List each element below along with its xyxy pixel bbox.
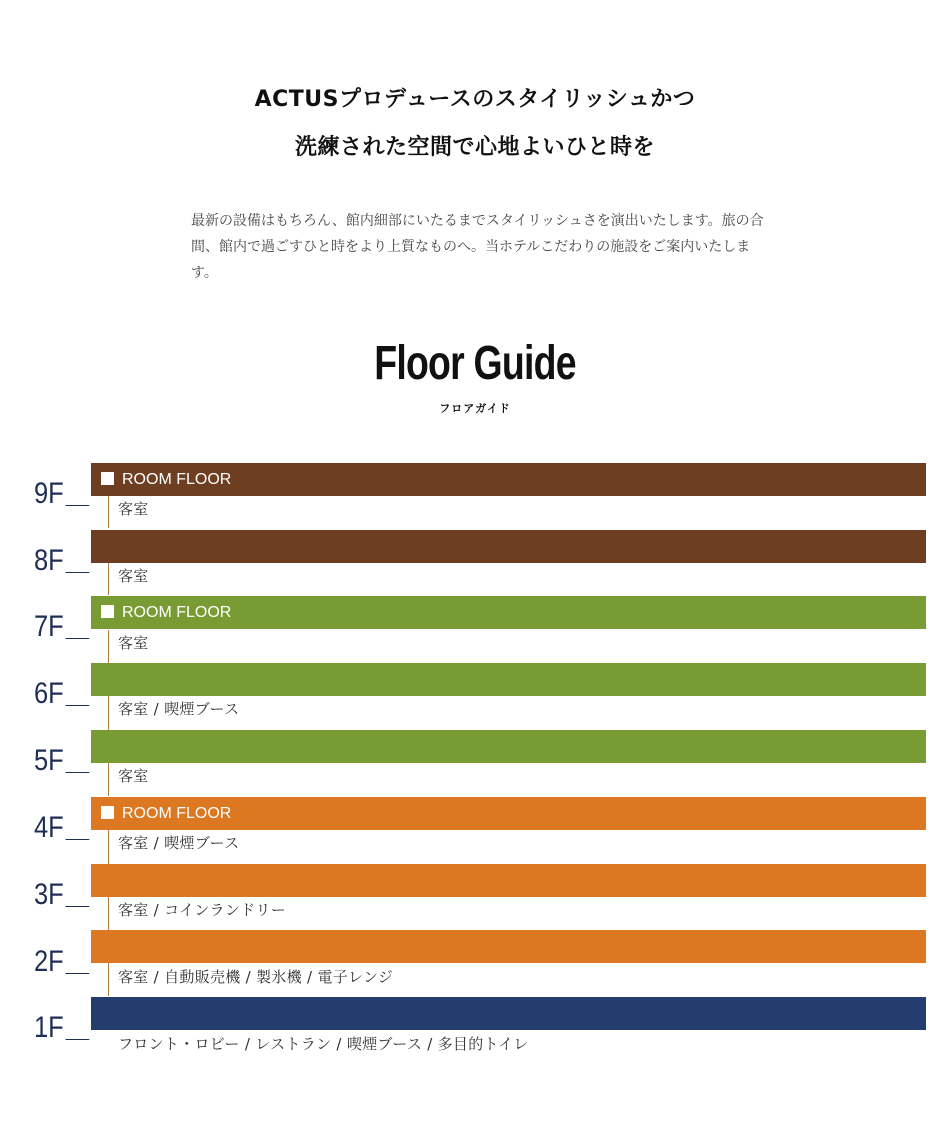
floor-bar-1f <box>91 997 926 1030</box>
room-floor-tag-4f: ROOM FLOOR <box>101 797 231 830</box>
intro-paragraph: 最新の設備はもちろん、館内細部にいたるまでスタイリッシュさを演出いたします。旅の合間、館内で過ごすひと時をより上質なものへ。当ホテルこだわりの施設をご案内いたします。 <box>191 213 764 281</box>
floor-desc-7f: 客室 <box>118 634 149 652</box>
floor-label-7f: 7F <box>34 607 82 647</box>
floor-guide-subtitle: フロアガイド <box>439 402 511 415</box>
floor-desc-2f: 客室 / 自動販売機 / 製氷機 / 電子レンジ <box>118 968 394 986</box>
floor-desc-1f: フロント・ロビー / レストラン / 喫煙ブース / 多目的トイレ <box>118 1035 529 1053</box>
square-icon <box>101 472 114 485</box>
floor-bar-3f <box>91 864 926 897</box>
floor-desc-8f: 客室 <box>118 567 149 585</box>
connector-line-green <box>108 630 109 796</box>
connector-line-room-brown-2 <box>108 563 109 595</box>
floor-guide-title: Floor Guide <box>374 337 576 390</box>
connector-line-orange <box>108 830 109 996</box>
floor-desc-5f: 客室 <box>118 767 149 785</box>
floor-desc-3f: 客室 / コインランドリー <box>118 901 287 919</box>
headline-line-2: 洗練された空間で心地よいひと時を <box>294 135 655 160</box>
floor-label-5f: 5F <box>34 741 82 781</box>
floor-bar-8f <box>91 530 926 563</box>
square-icon <box>101 605 114 618</box>
floor-desc-6f: 客室 / 喫煙ブース <box>118 700 240 718</box>
floor-label-4f: 4F <box>34 808 82 848</box>
connector-line-room-brown <box>108 496 109 528</box>
floor-bar-4f <box>91 797 926 830</box>
floor-label-2f: 2F <box>34 942 82 982</box>
floor-label-9f: 9F <box>34 474 82 514</box>
floor-label-8f: 8F <box>34 541 82 581</box>
floor-label-6f: 6F <box>34 674 82 714</box>
square-icon <box>101 806 114 819</box>
room-floor-tag-9f: ROOM FLOOR <box>101 463 231 496</box>
headline-line-1: ACTUSプロデュースのスタイリッシュかつ <box>254 87 696 112</box>
floor-label-1f: 1F <box>34 1008 82 1048</box>
floor-bar-9f <box>91 463 926 496</box>
floor-bar-7f <box>91 596 926 629</box>
floor-desc-4f: 客室 / 喫煙ブース <box>118 834 240 852</box>
floor-label-3f: 3F <box>34 875 82 915</box>
floor-desc-9f: 客室 <box>118 500 149 518</box>
floor-bar-2f <box>91 930 926 963</box>
floor-bar-5f <box>91 730 926 763</box>
room-floor-tag-7f: ROOM FLOOR <box>101 596 231 629</box>
floor-bar-6f <box>91 663 926 696</box>
